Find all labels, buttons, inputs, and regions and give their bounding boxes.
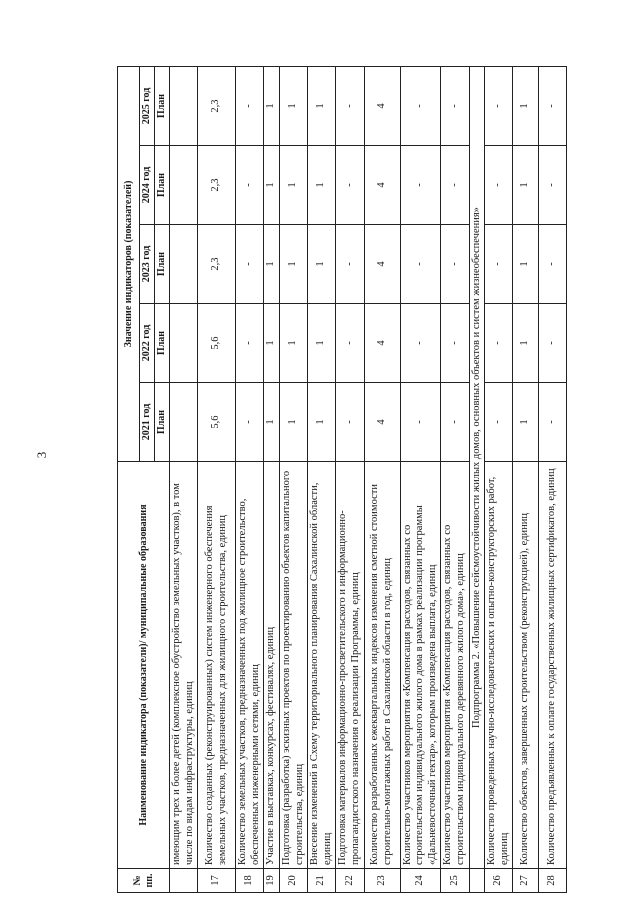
header-plan: План <box>155 304 170 383</box>
indicator-name: Количество участников мероприятия «Компенсация расходов, связанных со строительством индивидуального деревянного жилого дома», единиц <box>441 462 469 869</box>
indicator-value: 2,3 <box>198 67 236 146</box>
page-number: 3 <box>34 451 49 459</box>
table-row <box>364 67 400 893</box>
indicator-value: - <box>400 67 441 146</box>
indicator-value: - <box>441 225 469 304</box>
indicator-value: 1 <box>264 146 280 225</box>
header-year: 2025 год <box>140 67 155 146</box>
indicator-value: - <box>485 146 513 225</box>
indicator-value: 1 <box>279 304 307 383</box>
header-plan: План <box>155 225 170 304</box>
indicator-value: 4 <box>364 225 400 304</box>
indicator-value <box>170 146 198 225</box>
table-row <box>485 67 513 893</box>
indicator-value: - <box>336 67 364 146</box>
indicator-value: 1 <box>513 383 539 462</box>
indicator-value: - <box>441 67 469 146</box>
indicator-name: Количество предъявленных к оплате государственных жилищных сертификатов, единиц <box>539 462 567 869</box>
table-row <box>441 67 469 893</box>
header-plan: План <box>155 383 170 462</box>
indicator-value <box>170 225 198 304</box>
row-number: 22 <box>336 869 364 893</box>
table-row <box>279 67 307 893</box>
header-plan: План <box>155 67 170 146</box>
indicator-name: Подготовка (разработка) эскизных проектов по проектированию объектов капитального строительства, единиц <box>279 462 307 869</box>
indicator-value: - <box>441 383 469 462</box>
header-year: 2024 год <box>140 146 155 225</box>
row-number: 19 <box>264 869 280 893</box>
indicator-name: Количество объектов, завершенных строительством (реконструкцией), единиц <box>513 462 539 869</box>
indicator-value: 1 <box>513 146 539 225</box>
indicator-value <box>170 304 198 383</box>
table-row <box>469 67 485 893</box>
indicator-value: - <box>539 304 567 383</box>
indicator-value <box>170 67 198 146</box>
indicator-value: 2,3 <box>198 225 236 304</box>
row-number: 28 <box>539 869 567 893</box>
indicator-value: - <box>539 383 567 462</box>
row-number: 26 <box>485 869 513 893</box>
indicator-value: 1 <box>513 225 539 304</box>
indicator-value: - <box>336 383 364 462</box>
indicator-value: - <box>236 146 264 225</box>
indicator-value: - <box>400 304 441 383</box>
indicator-value <box>170 383 198 462</box>
indicator-value: 5,6 <box>198 304 236 383</box>
table-body <box>170 67 567 893</box>
indicators-table <box>117 66 567 893</box>
table-row <box>198 67 236 893</box>
header-year: 2023 год <box>140 225 155 304</box>
indicator-value: 1 <box>264 225 280 304</box>
header-year: 2022 год <box>140 304 155 383</box>
indicator-value: 1 <box>308 383 336 462</box>
table-row <box>170 67 198 893</box>
indicator-value: - <box>400 225 441 304</box>
indicator-value: 1 <box>279 146 307 225</box>
indicator-value: 1 <box>264 383 280 462</box>
table-row <box>513 67 539 893</box>
indicator-value: 1 <box>308 146 336 225</box>
indicator-value: 1 <box>264 67 280 146</box>
row-number: 24 <box>400 869 441 893</box>
indicator-value: - <box>485 67 513 146</box>
row-number: 27 <box>513 869 539 893</box>
indicator-name: Количество участников мероприятия «Компенсация расходов, связанных со строительством индивидуального жилого дома в рамках реализации программы «Дальневосточный гектар», которым произведена выплата, единиц <box>400 462 441 869</box>
indicator-name: Подготовка материалов информационно-просветительского и информационно-пропагандистского назначения о реализации Программы, единиц <box>336 462 364 869</box>
indicator-value: - <box>441 304 469 383</box>
indicator-value: 1 <box>308 304 336 383</box>
indicator-value: - <box>236 304 264 383</box>
indicator-name: имеющим трех и более детей (комплексное обустройство земельных участков), в том числе по видам инфраструктуры, единиц <box>170 462 198 869</box>
indicator-name: Участие в выставках, конкурсах, фестивалях, единиц <box>264 462 280 869</box>
indicator-value: - <box>539 146 567 225</box>
indicator-value: - <box>485 225 513 304</box>
indicator-value: 2,3 <box>198 146 236 225</box>
row-number: 23 <box>364 869 400 893</box>
indicator-value: - <box>336 304 364 383</box>
indicator-value: - <box>336 225 364 304</box>
indicator-value: - <box>539 67 567 146</box>
indicator-name: Количество земельных участков, предназначенных под жилищное строительство, обеспеченных инженерными сетями, единиц <box>236 462 264 869</box>
indicator-value: 4 <box>364 146 400 225</box>
row-number: 18 <box>236 869 264 893</box>
header-year: 2021 год <box>140 383 155 462</box>
table-row <box>308 67 336 893</box>
indicator-value: 1 <box>279 225 307 304</box>
row-number: 20 <box>279 869 307 893</box>
indicator-value: 4 <box>364 304 400 383</box>
subprogram-title: Подпрограмма 2. «Повышение сейсмоустойчивости жилых домов, основных объектов и систем жизнеобеспечения» <box>469 67 485 869</box>
header-values-group: Значение индикаторов (показателей) <box>118 67 140 462</box>
indicator-value: 1 <box>513 67 539 146</box>
table-row <box>264 67 280 893</box>
indicator-value: 1 <box>279 67 307 146</box>
header-num: № пп. <box>118 869 170 893</box>
rotated-table-container <box>117 67 558 893</box>
indicator-value: 1 <box>308 67 336 146</box>
indicator-value: 4 <box>364 67 400 146</box>
row-number: 21 <box>308 869 336 893</box>
indicator-value: - <box>400 146 441 225</box>
indicator-name: Количество проведенных научно-исследовательских и опытно-конструкторских работ, единиц <box>485 462 513 869</box>
table-row <box>236 67 264 893</box>
table-row <box>539 67 567 893</box>
indicator-value: 5,6 <box>198 383 236 462</box>
indicator-value: 4 <box>364 383 400 462</box>
indicator-value: 1 <box>279 383 307 462</box>
row-number <box>170 869 198 893</box>
indicator-value: 1 <box>513 304 539 383</box>
indicator-value: - <box>400 383 441 462</box>
indicator-value: - <box>236 383 264 462</box>
indicator-value: - <box>336 146 364 225</box>
table-row <box>336 67 364 893</box>
indicator-name: Внесение изменений в Схему территориального планирования Сахалинской области, единиц <box>308 462 336 869</box>
indicator-value: - <box>539 225 567 304</box>
table-row <box>400 67 441 893</box>
indicator-value: - <box>485 304 513 383</box>
indicator-value: 1 <box>308 225 336 304</box>
row-number <box>469 869 485 893</box>
indicator-value: - <box>236 225 264 304</box>
indicator-value: - <box>236 67 264 146</box>
row-number: 25 <box>441 869 469 893</box>
indicator-value: - <box>441 146 469 225</box>
indicator-name: Количество разработанных ежеквартальных индексов изменения сметной стоимости строительно-монтажных работ в Сахалинской области в год, единиц <box>364 462 400 869</box>
indicator-value: 1 <box>264 304 280 383</box>
indicator-value: - <box>485 383 513 462</box>
indicator-name: Количество созданных (реконструированных) систем инженерного обеспечения земельных участков, предназначенных для жилищного строительства, единиц <box>198 462 236 869</box>
header-plan: План <box>155 146 170 225</box>
row-number: 17 <box>198 869 236 893</box>
header-name: Наименование индикатора (показатели)/ муниципальные образования <box>118 462 170 869</box>
